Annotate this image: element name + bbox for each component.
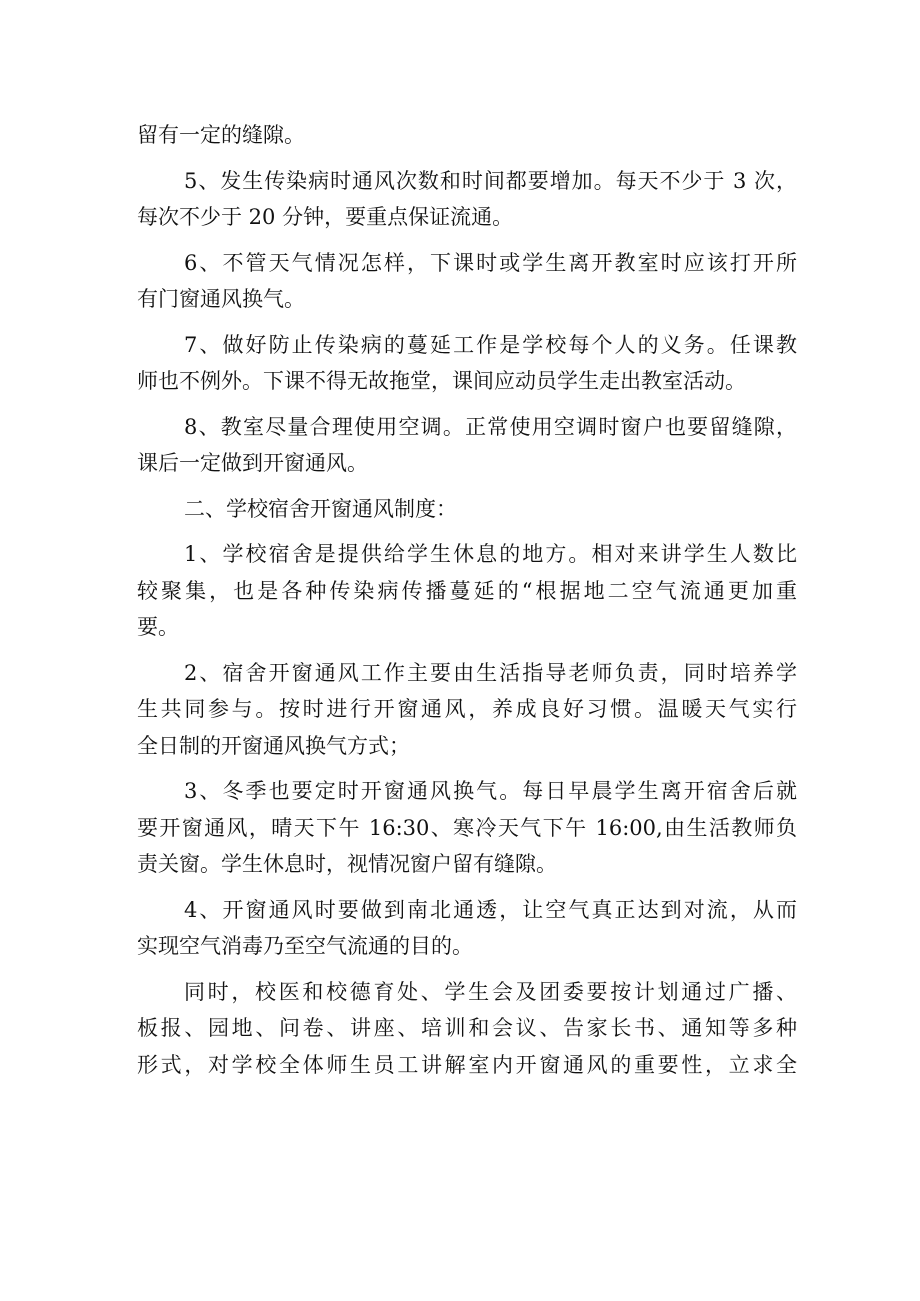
paragraph-4-line-0: 8、教室尽量合理使用空调。正常使用空调时窗户也要留缝隙， <box>184 414 797 439</box>
section-heading-dormitory: 二、学校宿舍开窗通风制度： <box>184 496 457 521</box>
paragraph-9-line-1: 实现空气消毒乃至空气流通的目的。 <box>137 934 473 958</box>
paragraph-2-line-1: 有门窗通风换气。 <box>137 287 305 311</box>
paragraph-1-line-1: 每次不少于 20 分钟，要重点保证流通。 <box>137 205 514 229</box>
paragraph-10-line-1: 板报、园地、问卷、讲座、培训和会议、告家长书、通知等多种 <box>137 1016 797 1040</box>
paragraph-4-line-1: 课后一定做到开窗通风。 <box>137 451 368 475</box>
paragraph-8-line-2: 责关窗。学生休息时，视情况窗户留有缝隙。 <box>137 852 557 876</box>
paragraph-8-line-0: 3、冬季也要定时开窗通风换气。每日早晨学生离开宿舍后就 <box>184 779 797 803</box>
paragraph-6-line-1: 较聚集，也是各种传染病传播蔓延的“根据地二空气流通更加重 <box>137 578 797 603</box>
paragraph-0-line-0: 留有一定的缝隙。 <box>137 123 305 147</box>
paragraph-6-line-0: 1、学校宿舍是提供给学生休息的地方。相对来讲学生人数比 <box>184 542 797 566</box>
paragraph-3-line-0: 7、做好防止传染病的蔓延工作是学校每个人的义务。任课教 <box>184 332 797 357</box>
paragraph-7-line-1: 生共同参与。按时进行开窗通风，养成良好习惯。温暖天气实行 <box>137 697 797 721</box>
paragraph-3-line-1: 师也不例外。下课不得无故拖堂，课间应动员学生走出教室活动。 <box>137 369 746 393</box>
paragraph-7-line-0: 2、宿舍开窗通风工作主要由生活指导老师负责，同时培养学 <box>184 660 797 685</box>
document-body <box>137 117 797 1083</box>
paragraph-10-line-0: 同时，校医和校德育处、学生会及团委要按计划通过广播、 <box>184 979 797 1004</box>
paragraph-10-line-2: 形式，对学校全体师生员工讲解室内开窗通风的重要性，立求全 <box>137 1052 797 1077</box>
paragraph-1-line-0: 5、发生传染病时通风次数和时间都要增加。每天不少于 3 次， <box>184 168 797 193</box>
paragraph-2-line-0: 6、不管天气情况怎样，下课时或学生离开教室时应该打开所 <box>184 250 797 275</box>
paragraph-7-line-2: 全日制的开窗通风换气方式； <box>137 733 410 758</box>
paragraph-9-line-0: 4、开窗通风时要做到南北通透，让空气真正达到对流，从而 <box>184 897 797 922</box>
paragraph-6-line-2: 要。 <box>137 615 179 639</box>
paragraph-8-line-1: 要开窗通风，晴天下午 16:30、寒冷天气下午 16:00,由生活教师负 <box>137 815 797 840</box>
